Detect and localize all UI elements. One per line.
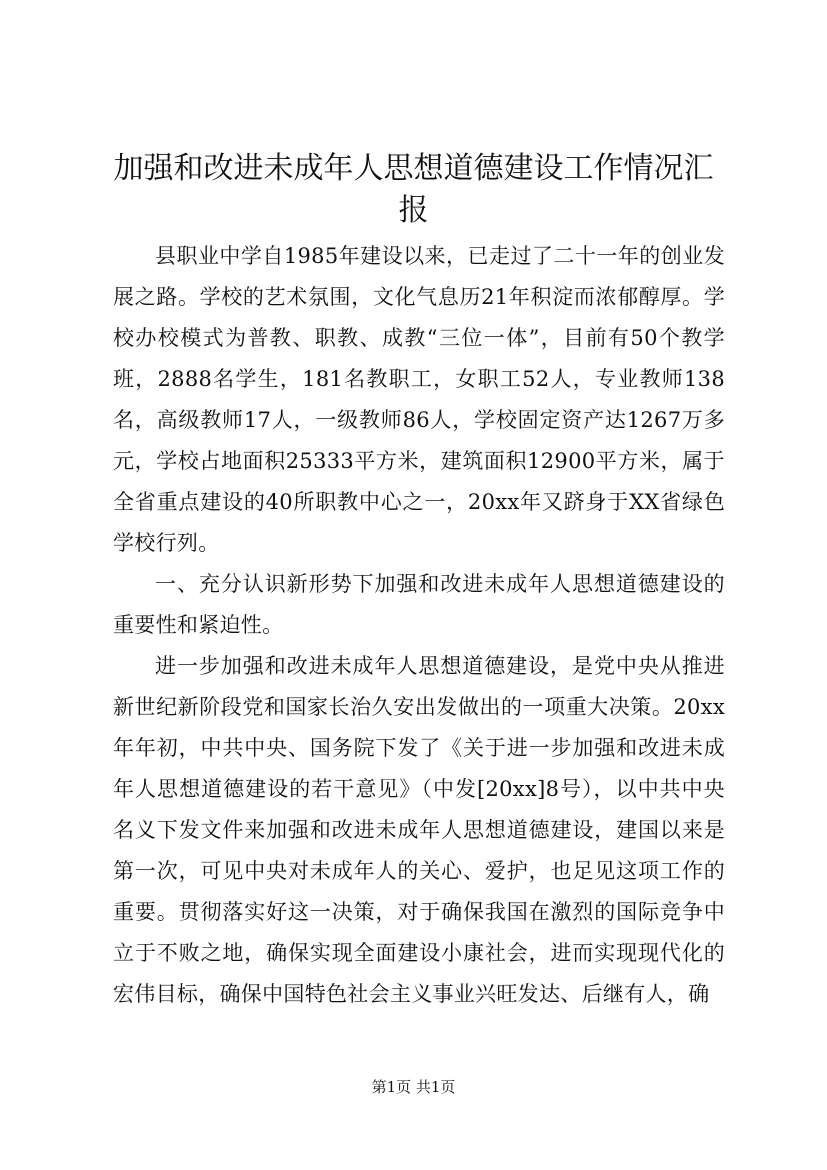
paragraph-section-heading: 一、充分认识新形势下加强和改进未成年人思想道德建设的重要性和紧迫性。 [113, 572, 725, 637]
document-body [113, 236, 725, 1015]
document-title: 加强和改进未成年人思想道德建设工作情况汇报 [113, 151, 714, 228]
paragraph-policy: 进一步加强和改进未成年人思想道德建设，是党中央从推进新世纪新阶段党和国家长治久安出发做出的一项重大决策。20xx年年初，中共中央、国务院下发了《关于进一步加强和改进未成年人思想道德建设的若干意见》（中发[20xx]8号），以中共中央名义下发文件来加强和改进未成年人思想道德建设，建国以来是第一次，可见中央对未成年人的关心、爱护，也足见这项工作的重要。贯彻落实好这一决策，对于确保我国在激烈的国际竞争中立于不败之地，确保实现全面建设小康社会，进而实现现代化的宏伟目标，确保中国特色社会主义事业兴旺发达、后继有人，确 [113, 654, 725, 1006]
paragraph-school-intro: 县职业中学自1985年建设以来，已走过了二十一年的创业发展之路。学校的艺术氛围，文化气息历21年积淀而浓郁醇厚。学校办校模式为普教、职教、成教“三位一体”，目前有50个教学班，2888名学生，181名教职工，女职工52人，专业教师138名，高级教师17人，一级教师86人，学校固定资产达1267万多元，学校占地面积25333平方米，建筑面积12900平方米，属于全省重点建设的40所职教中心之一，20xx年又跻身于XX省绿色学校行列。 [113, 244, 725, 555]
page-footer: 第1页 共1页 [371, 1078, 456, 1096]
